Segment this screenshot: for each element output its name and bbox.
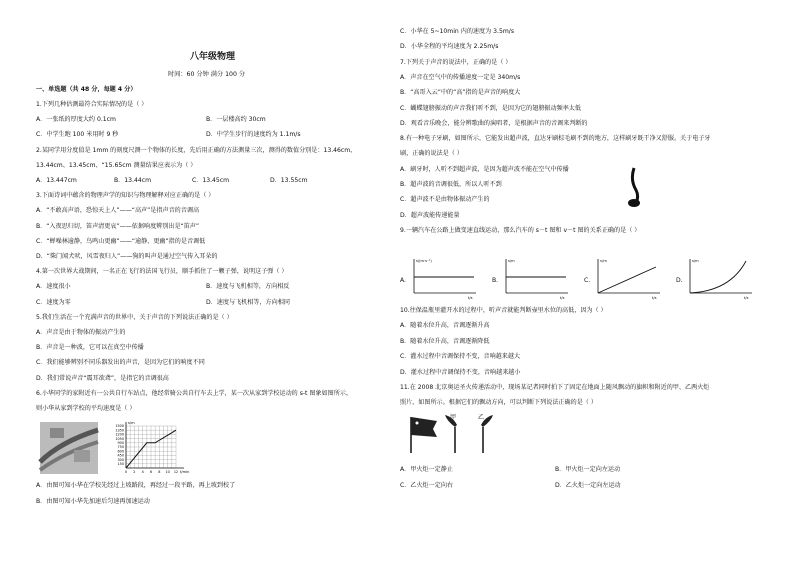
x-axis-label: t/min [180, 470, 190, 474]
option-label: C. [584, 277, 591, 284]
option-b: D．乙火炬一定向左运动 [555, 482, 621, 489]
option-label: B. [492, 277, 499, 284]
question-line: 刷，正确的说法是（ ） [400, 150, 463, 158]
question-line: C．小华在 5~10min 内的速度为 3.5m/s [400, 28, 514, 35]
question-line: 5.我们生活在一个充满声音的世界中，关于声音的下列说法正确的是（ ） [36, 313, 233, 321]
option-label: A. [400, 277, 406, 284]
y-axis-label: s/m [508, 259, 515, 263]
question-line: A．声音在空气中的传播速度一定是 340m/s [400, 73, 521, 81]
option-b: B．甲火炬一定向左运动 [555, 466, 621, 473]
x-axis-label: t/s [744, 296, 749, 300]
question-line: B．“入夜思归切，笛声清更哀”——依据响度辨别出是“笛声” [36, 222, 200, 230]
question-line: D．我们常说声音“震耳欲聋”，是指它的音调很高 [36, 374, 169, 382]
question-line: A．“不敢高声语，恐惊天上人”——“高声”是指声音的音调高 [36, 207, 200, 215]
option-line: B．由图可知小华先加速后匀速再加速运动 [36, 498, 150, 505]
question-line: 1.下列几种估测最符合实际情况的是（ ） [36, 101, 148, 108]
question-line: C．灌水过程中音调保持不变，音响越来越大 [400, 353, 521, 361]
x-tick-label: 0 [124, 470, 128, 474]
toothbrush-icon [626, 166, 646, 208]
option-a: A．甲火炬一定静止 [400, 466, 453, 473]
x-tick-label: 8 [158, 470, 161, 474]
question-line: C．蝴蝶翅膀振动的声音我们听不到，是因为它的翅膀振动频率太低 [400, 104, 581, 112]
y-axis-label: s/m [128, 421, 135, 425]
x-axis-label: t/s [560, 296, 565, 300]
question-line: 2.某同学用分度值是 1mm 的刻度尺测一个物体的长度，先后用正确的方法测量三次，测得的数值分别是：13.46cm、 [36, 146, 357, 154]
y-axis-label: s/(m·s⁻¹) [416, 259, 432, 263]
option: C．13.45cm [192, 177, 230, 184]
option: B．13.44cm [114, 177, 152, 184]
option-a: A．速度很小 [36, 283, 71, 291]
q6-figure [40, 420, 200, 475]
y-tick-label: 150 [117, 462, 124, 466]
question-line: A．随着水位升高，音调逐渐升高 [400, 322, 490, 330]
y-tick-label: 600 [117, 449, 124, 454]
question-line: D．灌水过程中音调保持不变，音响越来越小 [400, 368, 521, 376]
option-label: D. [676, 277, 683, 284]
option-line: A．由图可知小华在学校先经过上坡路段，再经过一段平路，再上坡到校了 [36, 482, 236, 489]
y-tick-label: 1350 [115, 428, 124, 433]
q6-st-graph [106, 420, 196, 475]
question-line: 9.一辆汽车在公路上做变速直线运动，那么汽车的 s－t 图和 v－t 图的关系正确的是（ ） [400, 226, 641, 234]
question-line: B．声音是一种波，它可以在真空中传播 [36, 344, 144, 352]
question-line: 13.44cm、13.45cm、“15.65cm 测量结果应表示为（ ） [36, 161, 197, 169]
x-tick-label: 12 [173, 470, 179, 474]
q9-graph [686, 255, 756, 301]
question-line: 11.在 2008 北京奥运圣火传递活动中，现场某记者同时拍下了固定在地面上随风飘动的旗帜和附近的甲、乙两火炬 [400, 384, 710, 391]
x-tick-label: 6 [149, 470, 153, 474]
option-a: C．中学生跑 100 米用时 9 秒 [36, 131, 119, 139]
x-axis-label: t/s [652, 296, 657, 300]
question-line: 7.下列关于声音的说法中，正确的是（ ） [400, 58, 512, 66]
question-line: A．刷牙时，人听不到超声波，是因为超声波不能在空气中传播 [400, 165, 569, 173]
question-line: 4.第一次世界大战期间，一名正在飞行的法国飞行员，顺手抓住了一颗子弹，说明这子弹（ ） [36, 268, 288, 276]
question-line: D．小华全程的平均速度为 2.25m/s [400, 43, 499, 51]
x-axis-label: t/s [468, 296, 473, 300]
y-tick-label: 450 [117, 453, 124, 458]
option-a: A．一张纸的厚度大约 0.1cm [36, 116, 116, 124]
data-line [598, 267, 656, 293]
option-a: C．乙火炬一定向右 [400, 482, 454, 489]
section-heading: 一、单选题（共 48 分，每题 4 分） [36, 86, 137, 93]
question-line: C．我们能够辨别不同乐器发出的声音，是因为它们的响度不同 [36, 359, 205, 367]
question-line: A．声音是由于物体的振动产生的 [36, 329, 126, 336]
data-line [690, 261, 746, 293]
question-line: B．随着水位升高，音调逐渐降低 [400, 337, 490, 345]
option: A．13.447cm [36, 177, 77, 184]
option-b: B．速度与飞机相等，方向相反 [206, 283, 290, 291]
y-tick-label: 1200 [115, 432, 124, 437]
road-photo [40, 422, 98, 474]
question-line: D．超声波能传递能量 [400, 211, 460, 219]
page-title: 八年级物理 [190, 52, 236, 62]
question-line: B．超声波的音调很低，所以人听不到 [400, 181, 502, 188]
question-line: 10.往保温瓶里灌开水的过程中，听声音就能判断壶里水位的高低，因为（ ） [400, 307, 607, 314]
question-line: D．观看音乐晚会，能分辨歌曲的演唱者，是根据声音的音调来判断的 [400, 119, 588, 127]
question-line: C．“蝉噪林逾静，鸟鸣山更幽”——“逾静、更幽”指的是音调低 [36, 237, 206, 245]
q9-graph [594, 255, 664, 301]
q9-graphs [400, 255, 770, 305]
option-a: C．速度为零 [36, 298, 71, 306]
y-axis-label: v/m [600, 259, 607, 263]
option-b: D．中学生步行的速度约为 1.1m/s [206, 131, 301, 139]
y-tick-label: 1500 [115, 424, 124, 429]
flag-icon [411, 417, 437, 453]
question-line: 8.有一种电子牙刷，如图所示，它能发出超声波，直达牙刷棕毛刷不到的地方，这样刷牙既干净又舒服。关于电子牙 [400, 135, 711, 143]
q9-graph [410, 255, 480, 301]
x-tick-label: 2 [133, 470, 136, 474]
question-line: 6.小华同学的家附近有一公共自行车站点，他经常骑公共自行车去上学，某一次从家到学校运动的 s-t 图象如图所示， [36, 389, 353, 397]
option-b: D．速度与飞机相等，方向相同 [206, 298, 290, 306]
torch-yi-label: 乙 [478, 414, 485, 421]
question-line: D．“柴门闻犬吠，风雪夜归人”——狗的叫声是通过空气传入耳朵的 [36, 253, 218, 260]
q9-graph [502, 255, 572, 301]
x-tick-label: 10 [165, 470, 170, 474]
y-tick-label: 1050 [115, 436, 124, 441]
option: D．13.55cm [270, 177, 308, 184]
y-axis-label: s/m [692, 259, 699, 263]
question-line: 照片，如图所示。根据它们的飘动方向，可以判断下列说法正确的是（ ） [400, 399, 597, 407]
y-tick-label: 900 [117, 441, 124, 445]
x-tick-label: 4 [141, 470, 144, 474]
question-line: 3.下面诗词中蕴含的物理声学的知识与物理解释对应正确的是（ ） [36, 192, 215, 200]
torch-jia-label: 甲 [450, 414, 457, 421]
page-subtitle: 时间：60 分钟 满分 100 分 [168, 71, 246, 78]
y-tick-label: 750 [117, 445, 124, 450]
y-tick-label: 300 [117, 457, 124, 462]
question-line: B．“高哥入云”中的“高”指的是声音的响度大 [400, 89, 521, 97]
option-b: B．一层楼高约 30cm [206, 116, 266, 124]
question-line: 则小华从家到学校的平均速度是（ ） [36, 405, 136, 412]
question-line: C．超声波不是由物体振动产生的 [400, 196, 490, 204]
